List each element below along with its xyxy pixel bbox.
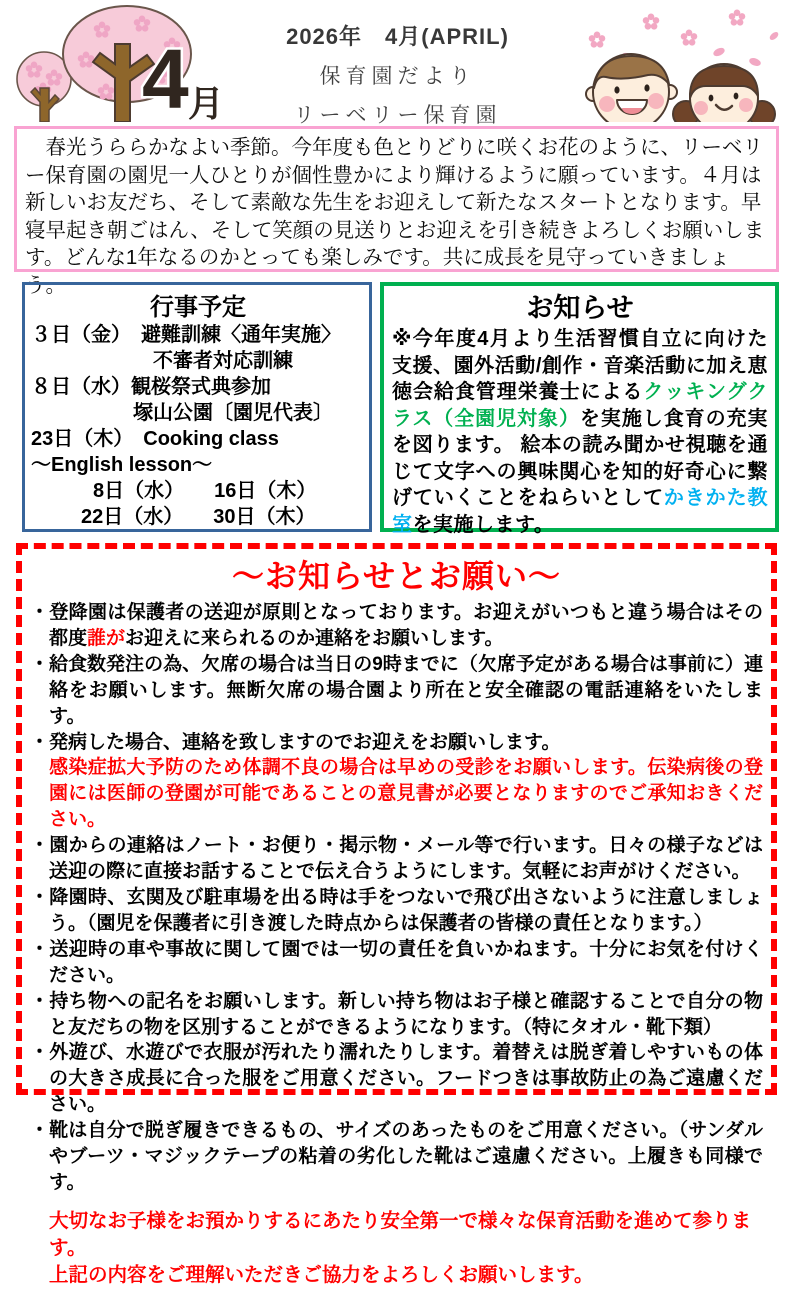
request-item xyxy=(30,600,763,652)
request-item xyxy=(30,937,763,989)
request-item xyxy=(30,652,763,730)
notice-box xyxy=(380,282,779,536)
date-title: 2026年 4月(APRIL) xyxy=(286,24,509,49)
notice-segment-blue: かきかた教室 xyxy=(392,487,769,536)
middle-columns xyxy=(22,282,779,536)
schedule-line: ３日（金） 避難訓練〈通年実施〉 xyxy=(31,324,341,346)
schedule-title: 行事予定 xyxy=(150,294,246,321)
notice-segment: を実施します。 xyxy=(412,513,555,536)
request-text: ・持ち物への記名をお願いします。新しい持ち物はお子様と確認することで自分の物と友だちの物を区別することができるようになります。（特にタオル・靴下類） xyxy=(30,990,763,1038)
request-text: ・外遊び、水遊びで衣服が汚れたり濡れたりします。着替えは脱ぎ着しやすいもの体の大きさ成長に合った服をご用意ください。フードつきは事故防止の為ご遠慮ください。 xyxy=(30,1042,763,1116)
closing-message xyxy=(30,1208,763,1289)
month-kanji: 月 xyxy=(188,83,225,122)
request-text: お迎えに来られるのか連絡をお願いします。 xyxy=(125,627,504,649)
english-lesson-dates: 22日（水） 30日（木） xyxy=(81,506,316,528)
girl-face-icon xyxy=(673,64,775,122)
request-item xyxy=(30,885,763,937)
notice-title: お知らせ xyxy=(526,293,634,323)
closing-line: 上記の内容をご理解いただきご協力をよろしくお願いします。 xyxy=(49,1263,594,1286)
request-text: ・降園時、玄関及び駐車場を出る時は手をつないで飛び出さないように注意しましょう。（園児を保護者に引き渡した時点からは保護者の皆様の責任となります。） xyxy=(30,886,763,934)
cherry-tree-illustration xyxy=(14,4,226,127)
cherry-tree-graphic xyxy=(14,4,226,122)
schedule-box xyxy=(22,282,372,532)
requests-title: ～お知らせとお願い～ xyxy=(231,558,562,594)
request-text: ・登降園は保護者の送迎が原則となっております。お迎えがいつもと違う場合はその都度 xyxy=(30,602,763,649)
english-lesson-heading: ～English lesson～ xyxy=(31,454,213,476)
request-item xyxy=(30,989,763,1041)
children-graphic xyxy=(569,4,787,122)
intro-text: 春光うららかなよい季節。今年度も色とりどりに咲くお花のように、リーベリー保育園の園児一人ひとりが個性豊かにより輝けるように願っています。４月は新しいお友だち、そして素敵な先生をお迎えして新たなスタートとなります。早寝早起き朝ごはん、そして笑顔の見送りとお迎えを引き続きよろしくお願いします。どんな1年なるのかとっても楽しみです。共に成長を見守っていきましょう。 xyxy=(25,136,765,297)
children-illustration xyxy=(569,4,787,127)
closing-line: 大切なお子様をお預かりするにあたり安全第一で様々な保育活動を進めて参ります。 xyxy=(49,1209,752,1259)
notice-segment: ※今年度4月より生活習慣自立に向けた支援、園外活動/創作・音楽活動に加え恵徳会給食管理栄養士による xyxy=(392,328,768,403)
request-text: ・発病した場合、連絡を致しますのでお迎えをお願いします。 xyxy=(30,731,561,753)
notice-segment-green: クッキングクラス（全園児対象） xyxy=(392,381,769,430)
request-text: ・園からの連絡はノート・お便り・掲示物・メール等で行います。日々の様子などは送迎の際に直接お話することで伝え合うようにします。気軽にお声がけください。 xyxy=(30,835,763,883)
schedule-line: 塚山公園〔園児代表〕 xyxy=(133,402,333,424)
boy-face-icon xyxy=(586,54,677,122)
requests-box xyxy=(16,543,777,1286)
header-titles xyxy=(226,4,569,129)
request-text-red: 誰が xyxy=(87,627,126,649)
month-number: 4 xyxy=(142,32,189,122)
request-text-red: 感染症拡大予防のため体調不良の場合は早めの受診をお願いします。伝染病後の登園には医師の登園が可能であることの意見書が必要となりますのでご承知おきください。 xyxy=(49,757,763,831)
schedule-line: ８日（水）観桜祭式典参加 xyxy=(31,376,271,398)
english-lesson-dates: 8日（水） 16日（木） xyxy=(93,480,317,502)
school-name: リーベリー保育園 xyxy=(293,104,502,127)
request-item xyxy=(30,730,763,834)
request-item xyxy=(30,1118,763,1196)
notice-text xyxy=(392,326,768,538)
request-item xyxy=(30,833,763,885)
request-item xyxy=(30,1040,763,1118)
intro-box xyxy=(14,126,779,297)
request-text: ・靴は自分で脱ぎ履きできるもの、サイズのあったものをご用意ください。（サンダルやブーツ・マジックテープの粘着の劣化した靴はご遠慮ください。上履きも同様です。 xyxy=(30,1120,763,1193)
header xyxy=(0,0,793,127)
schedule-line: 不審者対応訓練 xyxy=(153,350,293,372)
request-text: ・給食数発注の為、欠席の場合は当日の9時までに（欠席予定がある場合は事前に）連絡をお願いします。無断欠席の場合園より所在と安全確認の電話連絡をいたします。 xyxy=(30,653,763,727)
newsletter-title: 保育園だより xyxy=(319,65,476,88)
schedule-line: 23日（木） Cooking class xyxy=(31,428,279,450)
notice-segment: を実施し食育の充実を図ります。 絵本の読み聞かせ視聴を通じて文字への興味関心を知的好奇心に繋げていくことをねらいとして xyxy=(392,407,768,509)
request-text: ・送迎時の車や事故に関して園では一切の責任を負いかねます。十分にお気を付けください。 xyxy=(30,938,763,986)
